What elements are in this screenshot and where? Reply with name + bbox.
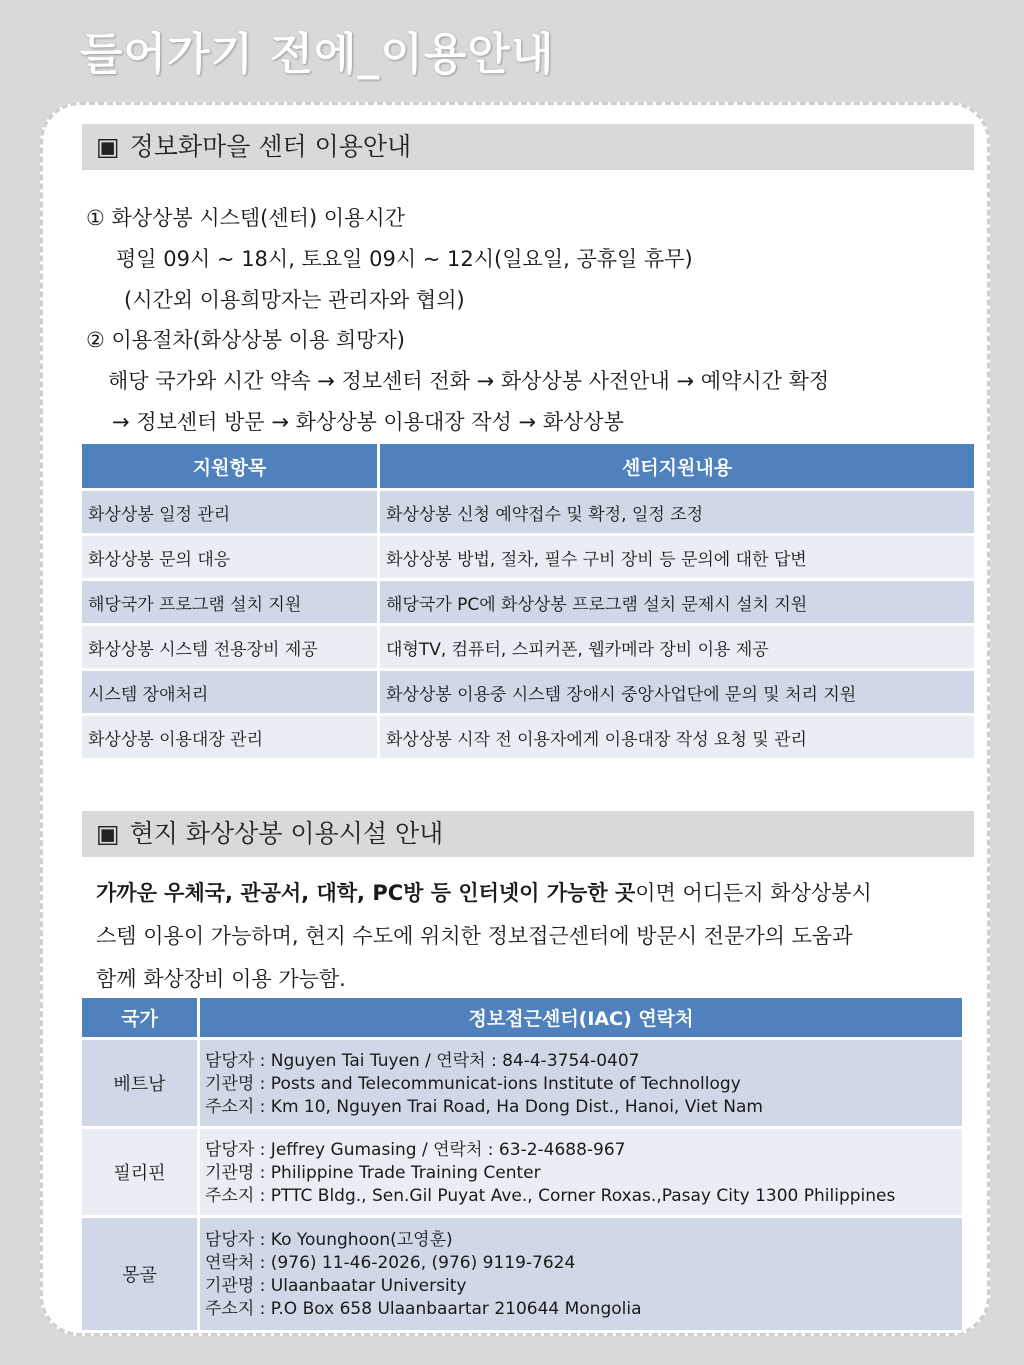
usage-hours-heading: ① 화상상봉 시스템(센터) 이용시간	[86, 206, 405, 230]
local-facilities-paragraph	[96, 872, 966, 1001]
column-header: 국가	[82, 998, 200, 1040]
section-header-center-guide	[82, 124, 974, 170]
table-cell: 대형TV, 컴퓨터, 스피커폰, 웹카메라 장비 이용 제공	[380, 626, 974, 671]
contact-line: 담당자 : Nguyen Tai Tuyen / 연락처 : 84-4-3754-0407	[205, 1050, 640, 1071]
table-row	[82, 491, 974, 536]
contact-line: 주소지 : P.O Box 658 Ulaanbaartar 210644 Mongolia	[205, 1299, 642, 1319]
contact-cell	[200, 1218, 962, 1333]
table-cell: 화상상봉 방법, 절차, 필수 구비 장비 등 문의에 대한 답변	[380, 536, 974, 581]
table-cell: 해당국가 프로그램 설치 지원	[82, 581, 380, 626]
table-cell: 화상상봉 시작 전 이용자에게 이용대장 작성 요청 및 관리	[380, 716, 974, 761]
section-title: 현지 화상상봉 이용시설 안내	[129, 819, 444, 848]
contact-line: 담당자 : Ko Younghoon(고영훈)	[205, 1230, 453, 1250]
table-cell: 화상상봉 이용대장 관리	[82, 716, 380, 761]
table-cell: 화상상봉 일정 관리	[82, 491, 380, 536]
table-cell: 화상상봉 이용중 시스템 장애시 중앙사업단에 문의 및 처리 지원	[380, 671, 974, 716]
section-header-local-facilities	[82, 811, 974, 857]
table-cell: 화상상봉 문의 대응	[82, 536, 380, 581]
table-cell: 화상상봉 시스템 전용장비 제공	[82, 626, 380, 671]
table-row	[82, 1218, 962, 1333]
square-bullet-icon: ▣	[96, 132, 120, 161]
table-cell: 화상상봉 신청 예약접수 및 확정, 일정 조정	[380, 491, 974, 536]
usage-hours-note: (시간외 이용희망자는 관리자와 협의)	[124, 287, 465, 312]
procedure-step-line: → 정보센터 방문 → 화상상봉 이용대장 작성 → 화상상봉	[112, 409, 624, 434]
country-cell: 베트남	[82, 1040, 200, 1129]
table-row	[82, 716, 974, 761]
country-cell: 필리핀	[82, 1129, 200, 1218]
country-cell: 몽골	[82, 1218, 200, 1333]
iac-contact-table	[82, 998, 962, 1333]
column-header: 센터지원내용	[380, 444, 974, 491]
contact-cell	[200, 1040, 962, 1129]
contact-line: 기관명 : Philippine Trade Training Center	[205, 1162, 541, 1183]
table-header-row	[82, 444, 974, 491]
procedure-step-line: 해당 국가와 시간 약속 → 정보센터 전화 → 화상상봉 사전안내 → 예약시간 확정	[108, 369, 830, 394]
table-row	[82, 1129, 962, 1218]
table-row	[82, 626, 974, 671]
table-row	[82, 536, 974, 581]
usage-info	[86, 198, 966, 443]
paragraph-line	[96, 872, 966, 915]
paragraph-line: 함께 화상장비 이용 가능함.	[96, 967, 346, 991]
section-title: 정보화마을 센터 이용안내	[129, 132, 412, 161]
table-row	[82, 1040, 962, 1129]
contact-line: 주소지 : PTTC Bldg., Sen.Gil Puyat Ave., Corner Roxas.,Pasay City 1300 Philippines	[205, 1185, 896, 1206]
contact-line: 기관명 : Ulaanbaatar University	[205, 1276, 467, 1296]
procedure-heading: ② 이용절차(화상상봉 이용 희망자)	[86, 328, 405, 353]
usage-hours: 평일 09시 ~ 18시, 토요일 09시 ~ 12시(일요일, 공휴일 휴무)	[116, 246, 693, 271]
column-header: 지원항목	[82, 444, 380, 491]
table-row	[82, 581, 974, 626]
contact-line: 연락처 : (976) 11-46-2026, (976) 9119-7624	[205, 1253, 576, 1273]
column-header: 정보접근센터(IAC) 연락처	[200, 998, 962, 1040]
contact-cell	[200, 1129, 962, 1218]
support-table	[82, 444, 974, 761]
contact-line: 담당자 : Jeffrey Gumasing / 연락처 : 63-2-4688-967	[205, 1139, 626, 1160]
square-bullet-icon: ▣	[96, 819, 120, 848]
table-cell: 해당국가 PC에 화상상봉 프로그램 설치 문제시 설치 지원	[380, 581, 974, 626]
paragraph-line: 스템 이용이 가능하며, 현지 수도에 위치한 정보접근센터에 방문시 전문가의 도움과	[96, 924, 853, 948]
paragraph-text: 이면 어디든지 화상상봉시	[635, 881, 872, 905]
table-row	[82, 671, 974, 716]
page-title: 들어가기 전에_이용안내	[80, 29, 555, 80]
table-cell: 시스템 장애처리	[82, 671, 380, 716]
emphasis-text: 가까운 우체국, 관공서, 대학, PC방 등 인터넷이 가능한 곳	[96, 881, 636, 905]
contact-line: 주소지 : Km 10, Nguyen Trai Road, Ha Dong Dist., Hanoi, Viet Nam	[205, 1096, 763, 1117]
table-header-row	[82, 998, 962, 1040]
contact-line: 기관명 : Posts and Telecommunicat-ions Institute of Technollogy	[205, 1073, 741, 1094]
